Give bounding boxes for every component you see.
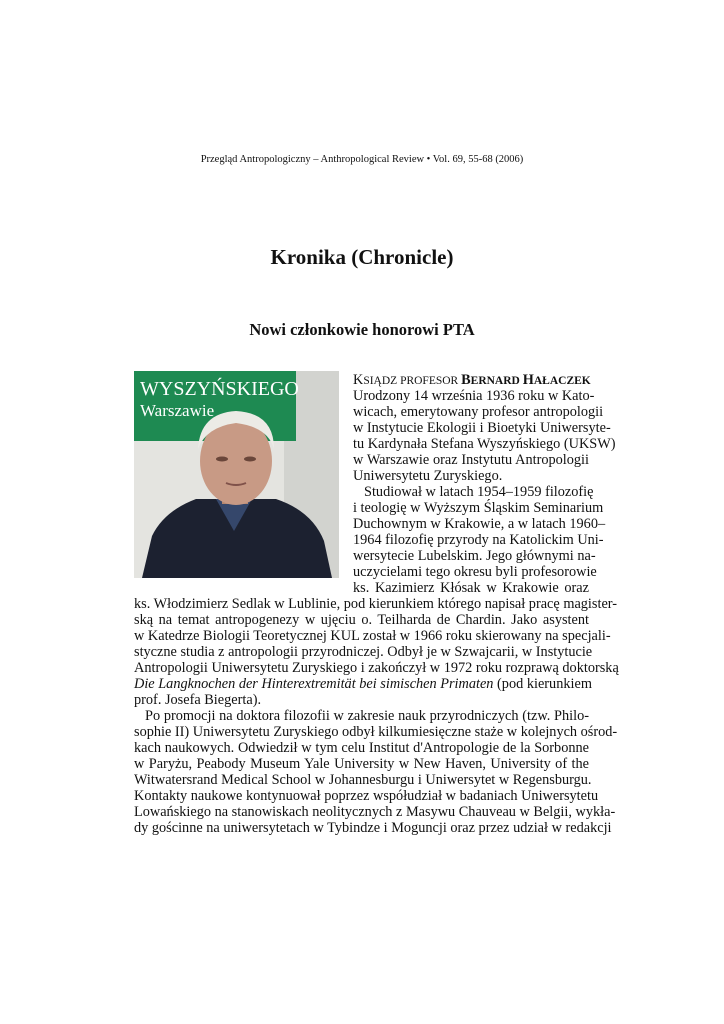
body-line: i teologię w Wyższym Śląskim Seminarium xyxy=(353,500,604,516)
supervisor-note: (pod kierunkiem xyxy=(493,676,592,692)
body-line: uczycielami tego okresu byli profesorowie xyxy=(353,564,597,580)
body-line: Witwatersrand Medical School w Johannesburgu i Uniwersytet w Regensburgu. xyxy=(134,772,592,788)
dissertation-title: Die Langknochen der Hinterextremität bei simischen Primaten xyxy=(134,676,494,692)
body-line: tu Kardynała Stefana Wyszyńskiego (UKSW) xyxy=(353,436,616,452)
body-line: Antropologii Uniwersytetu Zuryskiego i zakończył w 1972 roku rozprawą doktorską xyxy=(134,660,619,676)
journal-header: Przegląd Antropologiczny – Anthropological Review • Vol. 69, 55-68 (2006) xyxy=(200,154,524,165)
body-line: wicach, emerytowany profesor antropologii xyxy=(353,404,604,420)
body-line: styczne studia z antropologii przyrodniczej. Odbył je w Szwajcarii, w Instytucie xyxy=(134,644,593,660)
body-line: Studiował w latach 1954–1959 filozofię xyxy=(364,484,594,500)
portrait-photo xyxy=(134,371,339,578)
body-line: Duchownym w Krakowie, a w latach 1960– xyxy=(353,516,606,532)
sign-line-2: Warszawie xyxy=(140,401,215,420)
body-line: sophie II) Uniwersytetu Zuryskiego odbył kilkumiesięczne staże w kolejnych ośrod- xyxy=(134,724,618,740)
body-line: dy gościnne na uniwersytetach w Tybindze i Moguncji oraz przez udział w redakcji xyxy=(134,820,612,836)
body-line: Po promocji na doktora filozofii w zakresie nauk przyrodniczych (tzw. Philo- xyxy=(145,708,589,724)
body-line: w Paryżu, Peabody Museum Yale University w New Haven, University of the xyxy=(134,756,589,772)
body-line: Urodzony 14 września 1936 roku w Kato- xyxy=(353,388,595,404)
author-heading: KSIĄDZ PROFESOR BERNARD HAŁACZEK xyxy=(353,372,591,388)
body-line: w Katedrze Biologii Teoretycznej KUL został w 1966 roku skierowany na specjali- xyxy=(134,628,611,644)
body-line: Uniwersytetu Zuryskiego. xyxy=(353,468,503,484)
page-title: Kronika (Chronicle) xyxy=(270,245,454,269)
sign-line-1: WYSZYŃSKIEGO xyxy=(140,378,299,400)
body-line: w Warszawie oraz Instytutu Antropologii xyxy=(353,452,589,468)
body-line: 1964 filozofię przyrody na Katolickim Uni- xyxy=(353,532,604,548)
body-line: ks. Włodzimierz Sedlak w Lublinie, pod kierunkiem którego napisał pracę magister- xyxy=(134,596,618,612)
body-line: prof. Josefa Biegerta). xyxy=(134,692,262,708)
body-line xyxy=(134,676,592,692)
body-line: kach naukowych. Odwiedził w tym celu Institut d'Antropologie de la Sorbonne xyxy=(134,740,589,756)
body-line: ską na temat antropogenezy w ujęciu o. Teilharda de Chardin. Jako asystent xyxy=(134,612,589,628)
body-line: w Instytucie Ekologii i Bioetyki Uniwersyte- xyxy=(353,420,611,436)
body-line: ks. Kazimierz Kłósak w Krakowie oraz xyxy=(353,580,589,596)
body-line: wersytecie Lubelskim. Jego głównymi na- xyxy=(353,548,596,564)
section-subtitle: Nowi członkowie honorowi PTA xyxy=(249,320,475,339)
body-line: Kontakty naukowe kontynuował poprzez współudział w badaniach Uniwersytetu xyxy=(134,788,599,804)
portrait-image xyxy=(134,371,339,578)
body-line: Lowańskiego na stanowiskach neolitycznych z Masywu Chauveau w Belgii, wykła- xyxy=(134,804,616,820)
